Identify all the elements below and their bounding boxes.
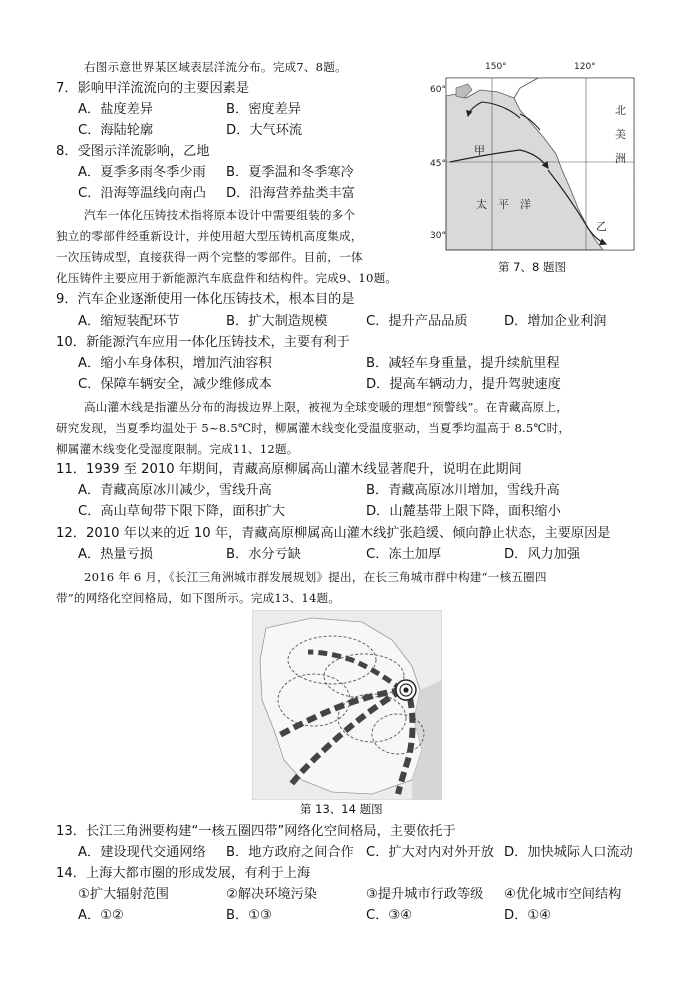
ocean-current-map	[428, 58, 640, 276]
question-10-option-d[interactable]: D．提高车辆动力，提升驾驶速度	[366, 377, 561, 392]
question-14-option-a[interactable]: A．①②	[78, 908, 124, 923]
question-13-option-d[interactable]: D．加快城际人口流动	[504, 845, 633, 860]
question-12-option-b[interactable]: B．水分亏缺	[226, 547, 301, 562]
question-14-option-b[interactable]: B．①③	[226, 908, 272, 923]
question-9-stem: 9．汽车企业逐渐使用一体化压铸技术，根本目的是	[56, 292, 355, 307]
question-12-option-c[interactable]: C．冻土加厚	[366, 547, 442, 562]
intro-casting-line-2: 独立的零部件经重新设计，并使用超大型压铸机高度集成，	[56, 229, 363, 243]
question-8-stem: 8．受图示洋流影响，乙地	[56, 144, 210, 159]
lon-120-label: 120°	[574, 62, 596, 72]
question-13-option-b[interactable]: B．地方政府之间合作	[226, 845, 354, 860]
intro-delta-line-1: 2016 年 6 月，《长江三角洲城市群发展规划》提出，在长三角城市群中构建“一核五圈四	[84, 570, 547, 584]
lon-150-label: 150°	[485, 62, 507, 72]
question-10-option-c[interactable]: C．保障车辆安全，减少维修成本	[78, 377, 272, 392]
question-14-stem: 14．上海大都市圈的形成发展，有利于上海	[56, 866, 311, 881]
label-jia: 甲	[474, 144, 485, 157]
question-10-option-b[interactable]: B．减轻车身重量，提升续航里程	[366, 356, 560, 371]
yangtze-delta-map	[252, 610, 442, 800]
question-9-option-a[interactable]: A．缩短装配环节	[78, 314, 180, 329]
question-14-item-2: ②解决环境污染	[226, 887, 317, 902]
question-12-option-d[interactable]: D．风力加强	[504, 547, 581, 562]
question-13-option-a[interactable]: A．建设现代交通网络	[78, 845, 206, 860]
intro-shrub-line-1: 高山灌木线是指灌丛分布的海拔边界上限，被视为全球变暖的理想“预警线”。在青藏高原上，	[84, 400, 569, 414]
intro-casting-line-4: 化压铸件主要应用于新能源汽车底盘件和结构件。完成9、10题。	[56, 271, 398, 285]
map-7-8-caption: 第 7、8 题图	[498, 260, 566, 274]
intro-delta-line-2: 带”的网络化空间格局，如下图所示。完成13、14题。	[56, 591, 341, 605]
intro-shrub-line-3: 柳属灌木线变化受湿度限制。完成11、12题。	[56, 442, 299, 456]
question-8-option-a[interactable]: A．夏季多雨冬季少雨	[78, 165, 206, 180]
question-9-option-b[interactable]: B．扩大制造规模	[226, 314, 328, 329]
question-11-option-d[interactable]: D．山麓基带上限下降，面积缩小	[366, 504, 561, 519]
intro-ocean-current: 右图示意世界某区域表层洋流分布。完成7、8题。	[84, 60, 347, 74]
question-11-option-c[interactable]: C．高山草甸带下限下降，面积扩大	[78, 504, 286, 519]
question-12-stem: 12．2010 年以来的近 10 年，青藏高原柳属高山灌木线扩张趋缓、倾向静止状态，主要原因是	[56, 526, 611, 541]
question-14-item-1: ①扩大辐射范围	[78, 887, 169, 902]
question-11-option-a[interactable]: A．青藏高原冰川减少，雪线升高	[78, 483, 272, 498]
question-11-stem: 11．1939 至 2010 年期间，青藏高原柳属高山灌木线显著爬升，说明在此期间	[56, 462, 522, 477]
lat-60-label: 60°	[430, 85, 446, 95]
lat-45-label: 45°	[430, 159, 446, 169]
question-7-option-b[interactable]: B．密度差异	[226, 102, 301, 117]
question-7-option-a[interactable]: A．盐度差异	[78, 102, 153, 117]
question-11-option-b[interactable]: B．青藏高原冰川增加，雪线升高	[366, 483, 560, 498]
question-8-option-d[interactable]: D．沿海营养盐类丰富	[226, 186, 355, 201]
question-14-option-c[interactable]: C．③④	[366, 908, 413, 923]
question-10-option-a[interactable]: A．缩小车身体积，增加汽油容积	[78, 356, 272, 371]
map-13-14-caption: 第 13、14 题图	[300, 802, 383, 816]
question-9-option-d[interactable]: D．增加企业利润	[504, 314, 607, 329]
intro-shrub-line-2: 研究发现，当夏季均温处于 5~8.5℃时，柳属灌木线变化受温度驱动，当夏季均温高于 8.5℃时，	[56, 421, 571, 435]
label-yi: 乙	[596, 220, 607, 233]
lat-30-label: 30°	[430, 231, 446, 241]
question-14-item-3: ③提升城市行政等级	[366, 887, 484, 902]
question-7-option-c[interactable]: C．海陆轮廓	[78, 123, 154, 138]
label-pacific: 太 平 洋	[476, 198, 531, 211]
question-10-stem: 10．新能源汽车应用一体化压铸技术，主要有利于	[56, 335, 350, 350]
question-9-option-c[interactable]: C．提升产品品质	[366, 314, 468, 329]
question-14-option-d[interactable]: D．①④	[504, 908, 551, 923]
question-7-stem: 7．影响甲洋流流向的主要因素是	[56, 81, 250, 96]
label-north: 北	[615, 104, 626, 117]
question-8-option-c[interactable]: C．沿海等温线向南凸	[78, 186, 206, 201]
question-8-option-b[interactable]: B．夏季温和冬季寒冷	[226, 165, 354, 180]
question-13-option-c[interactable]: C．扩大对内对外开放	[366, 845, 494, 860]
question-14-item-4: ④优化城市空间结构	[504, 887, 622, 902]
label-america: 美	[615, 128, 626, 141]
question-13-stem: 13．长江三角洲要构建“一核五圈四带”网络化空间格局，主要依托于	[56, 824, 456, 839]
label-continent: 洲	[615, 152, 626, 165]
shanghai-core-dot	[403, 687, 408, 692]
intro-casting-line-3: 一次压铸成型，直接获得一两个完整的零部件。目前，一体	[56, 250, 363, 264]
question-7-option-d[interactable]: D．大气环流	[226, 123, 303, 138]
question-12-option-a[interactable]: A．热量亏损	[78, 547, 153, 562]
intro-casting-line-1: 汽车一体化压铸技术指将原本设计中需要组装的多个	[84, 208, 356, 222]
